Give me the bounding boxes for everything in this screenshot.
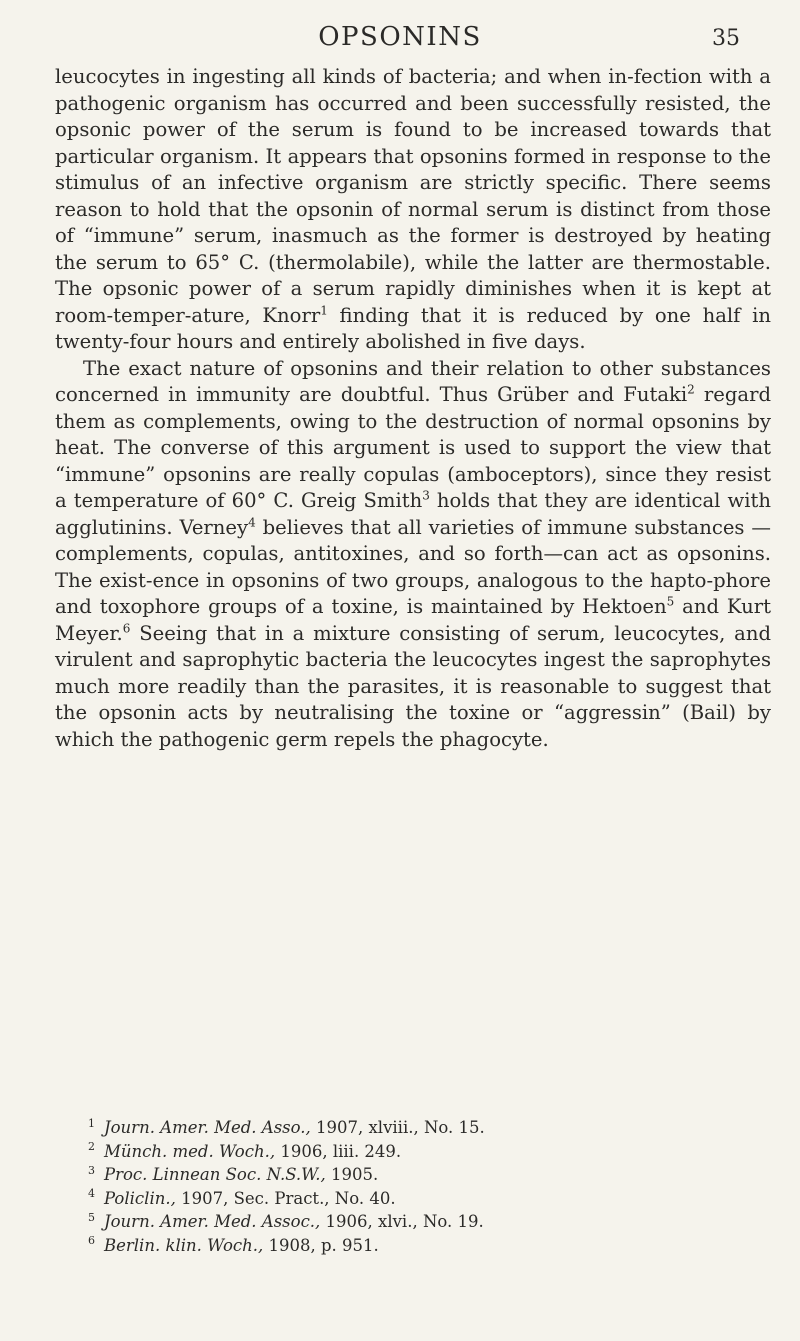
footnote-journal: Münch. med. Woch., [104,1141,276,1161]
footnote-marker: 2 [687,382,695,397]
text-run: regard them as complements, owing to the destruction of normal opsonins by heat. The converse of this argument is used to support the view that “immune” opsonins are really copulas (amboceptors), since they resist a temperature of 60° C. Greig Smith [55,383,771,512]
body-text [55,64,771,753]
footnote-marker: 6 [122,620,131,635]
footnote-citation: 1907, xlviii., No. 15. [310,1118,485,1137]
text-run: Seeing that in a mixture consisting of serum, leucocytes, and virulent and saprophytic bacteria the leucocytes ingest the saprophytes much more readily than the parasites, it is reasonable to suggest that the opsonin acts by neutralising the toxine or “aggressin” (Bail) by which the pathogenic germ repels the phagocyte. [55,621,771,751]
footnote: 4 Policlin., 1907, Sec. Pract., No. 40. [88,1187,396,1208]
text-run: leucocytes in ingesting all kinds of bacteria; and when in-fection with a pathogenic organism has occurred and been successfully resisted, the opsonic power of the serum is found to be increased towards that particular organism. It appears that opsonins formed in response to the stimulus of an infective organism are strictly specific. There seems reason to hold that the opsonin of normal serum is distinct from those of “immune” serum, inasmuch as the former is destroyed by heating the serum to 65° C. (thermolabile), while the latter are thermostable. The opsonic power of a serum rapidly diminishes when it is kept at room-temper-ature, Knorr [55,65,771,327]
text-run: and Kurt Meyer. [55,595,771,645]
page-title: OPSONINS [318,22,482,52]
footnote-citation: 1906, liii. 249. [275,1141,402,1161]
footnote-marker: 4 [248,514,256,529]
text-run: The exact nature of opsonins and their relation to other substances concerned in immunity are doubtful. Thus Grüber and Futaki [55,356,771,406]
footnote-journal: Policlin., [104,1188,176,1208]
footnote: 6 Berlin. klin. Woch., 1908, p. 951. [88,1234,379,1255]
footnote-journal: Journ. Amer. Med. Assoc., [104,1212,321,1232]
footnote: 2 Münch. med. Woch., 1906, liii. 249. [88,1140,402,1161]
running-head [0,18,800,58]
footnote-journal: Journ. Amer. Med. Asso., [104,1118,311,1137]
footnote-citation: 1905. [325,1165,379,1185]
text-run: believes that all varieties of immune substances — complements, copulas, antitoxines, and so forth—can act as opsonins. The exist-ence in opsonins of two groups, analogous to the hapto-phore and toxophore groups of a toxine, is maintained by Hektoen [55,515,771,618]
footnote-marker: 5 [666,594,675,609]
page-number: 35 [712,26,740,51]
footnote-citation: 1908, p. 951. [263,1235,379,1255]
footnote-marker: 1 [320,302,328,317]
footnote-citation: 1906, xlvi., No. 19. [320,1212,484,1232]
footnote-journal: Berlin. klin. Woch., [104,1235,264,1255]
paragraph [55,64,771,356]
footnotes [88,1116,728,1258]
footnote-citation: 1907, Sec. Pract., No. 40. [175,1188,396,1208]
footnote: 5 Journ. Amer. Med. Assoc., 1906, xlvi., No. 19. [88,1210,484,1232]
text-run: finding that it is reduced by one half in twenty-four hours and entirely abolished in five days. [55,303,771,353]
footnote: 3 Proc. Linnean Soc. N.S.W., 1905. [88,1163,379,1185]
footnote-marker: 3 [422,488,430,503]
footnote-journal: Proc. Linnean Soc. N.S.W., [104,1165,326,1185]
text-run: holds that they are identical with agglutinins. Verney [55,489,771,539]
paragraph [55,356,771,754]
footnote: 1 Journ. Amer. Med. Asso., 1907, xlviii., No. 15. [88,1116,485,1137]
